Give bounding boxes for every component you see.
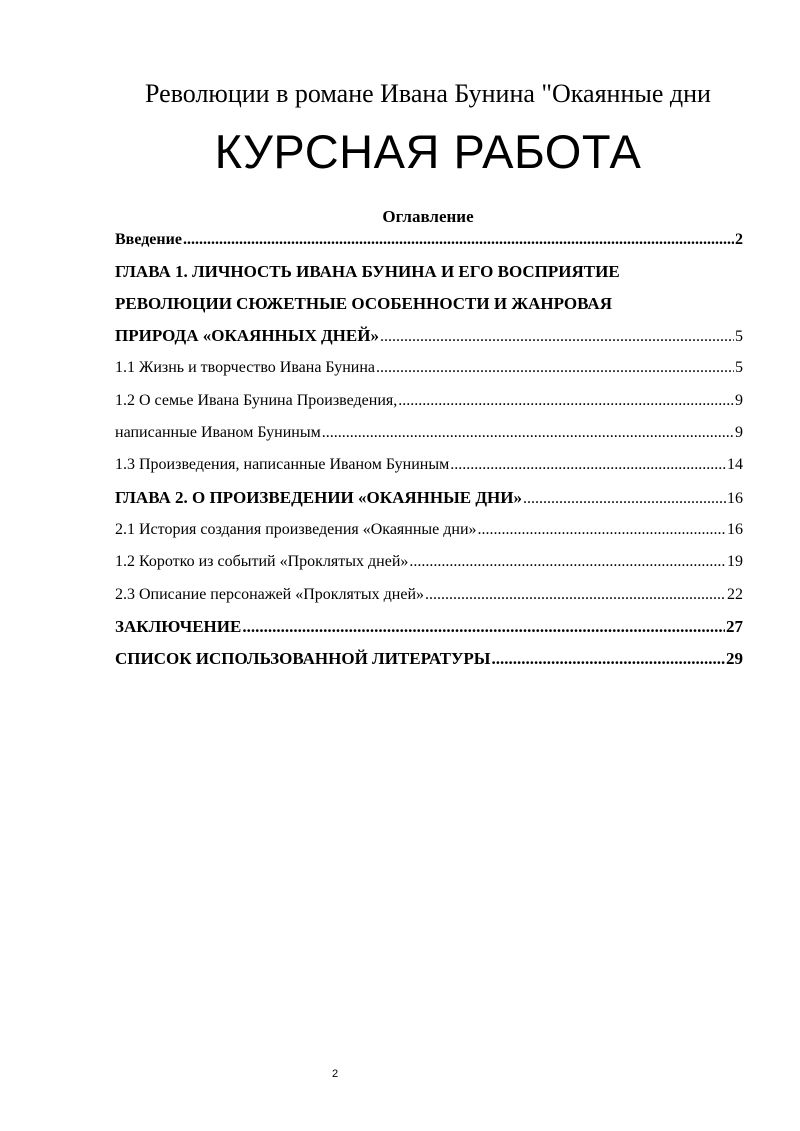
toc-entry-label: 2.3 Описание персонажей «Проклятых дней» xyxy=(115,586,425,603)
toc-entry-section-2-1[interactable] xyxy=(115,519,743,541)
toc-entry-chapter1[interactable] xyxy=(115,325,743,348)
toc-entry-chapter2[interactable] xyxy=(115,487,743,510)
toc-entry-page: 19 xyxy=(727,553,743,570)
toc-entry-page: 16 xyxy=(727,521,743,538)
toc-leader-dots xyxy=(492,648,726,670)
toc-entry-page: 22 xyxy=(727,586,743,603)
toc-entry-conclusion[interactable] xyxy=(115,616,743,638)
toc-leader-dots xyxy=(478,519,726,541)
toc-entry-chapter1-line2[interactable]: РЕВОЛЮЦИИ СЮЖЕТНЫЕ ОСОБЕННОСТИ И ЖАНРОВАЯ xyxy=(115,294,612,313)
toc-leader-dots xyxy=(242,616,725,638)
toc-entry-label: Введение xyxy=(115,231,182,248)
toc-entry-label: 1.3 Произведения, написанные Иваном Буниным xyxy=(115,456,450,473)
toc-entry-label: ГЛАВА 2. О ПРОИЗВЕДЕНИИ «ОКАЯННЫЕ ДНИ» xyxy=(115,488,522,507)
toc-leader-dots xyxy=(523,488,726,510)
toc-entry-page: 5 xyxy=(735,359,743,376)
toc-entry-section-1-2b[interactable] xyxy=(115,422,743,444)
toc-leader-dots xyxy=(380,326,734,348)
toc-entry-page: 14 xyxy=(727,456,743,473)
document-subtitle: Революции в романе Ивана Бунина "Окаянные дни xyxy=(145,79,711,108)
toc-entry-label: написанные Иваном Буниным xyxy=(115,424,321,441)
toc-entry-label: 1.2 О семье Ивана Бунина Произведения, xyxy=(115,392,398,409)
toc-entry-label: ПРИРОДА «ОКАЯННЫХ ДНЕЙ» xyxy=(115,326,379,345)
toc-leader-dots xyxy=(409,551,726,573)
toc-heading: Оглавление xyxy=(382,207,474,226)
toc-entry-section-2-3[interactable] xyxy=(115,584,743,606)
toc-leader-dots xyxy=(376,357,734,379)
toc-entry-page: 2 xyxy=(735,231,743,248)
toc-entry-page: 5 xyxy=(735,328,743,345)
toc-leader-dots xyxy=(322,422,734,444)
toc-entry-page: 9 xyxy=(735,392,743,409)
toc-entry-references[interactable] xyxy=(115,648,743,670)
toc-entry-label: 1.1 Жизнь и творчество Ивана Бунина xyxy=(115,359,376,376)
toc-leader-dots xyxy=(425,584,726,606)
toc-entry-page: 29 xyxy=(726,649,743,668)
toc-entry-chapter1-line1[interactable]: ГЛАВА 1. ЛИЧНОСТЬ ИВАНА БУНИНА И ЕГО ВОСПРИЯТИЕ xyxy=(115,262,620,281)
toc-leader-dots xyxy=(398,390,734,412)
document-title: КУРСНАЯ РАБОТА xyxy=(214,125,642,178)
toc-entry-label: СПИСОК ИСПОЛЬЗОВАННОЙ ЛИТЕРАТУРЫ xyxy=(115,649,491,668)
toc-leader-dots xyxy=(450,454,726,476)
toc-entry-label: 1.2 Коротко из событий «Проклятых дней» xyxy=(115,553,409,570)
toc-entry-page: 9 xyxy=(735,424,743,441)
toc-entry-section-1-2a[interactable] xyxy=(115,390,743,412)
toc-entry-section-1-1[interactable] xyxy=(115,357,743,379)
toc-entry-section-1-3[interactable] xyxy=(115,454,743,476)
toc-entry-section-2-2[interactable] xyxy=(115,551,743,573)
toc-entry-intro[interactable] xyxy=(115,229,743,251)
toc-entry-label: 2.1 История создания произведения «Окаянные дни» xyxy=(115,521,477,538)
toc-leader-dots xyxy=(183,229,734,251)
page-number: 2 xyxy=(331,1068,339,1080)
toc-entry-page: 16 xyxy=(727,490,743,507)
toc-entry-label: ЗАКЛЮЧЕНИЕ xyxy=(115,617,242,636)
toc-entry-page: 27 xyxy=(726,617,743,636)
